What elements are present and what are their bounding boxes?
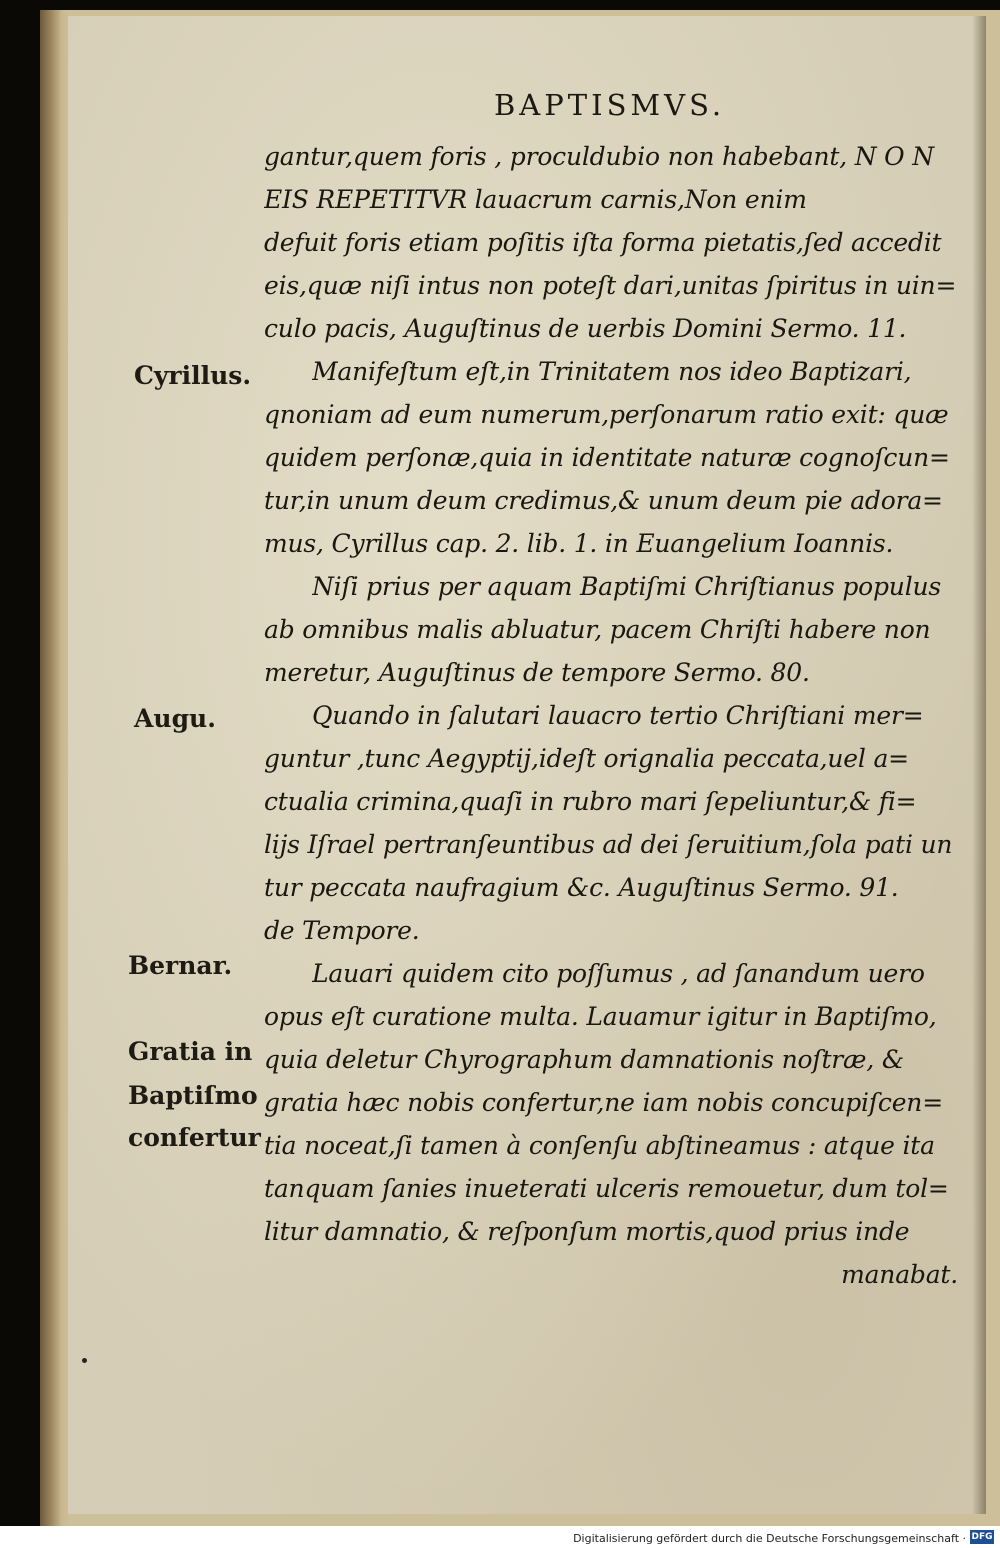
footer-bar xyxy=(0,1526,1000,1548)
text-line: guntur ,tunc Aegyptij,ideſt orignalia peccata,uel a= xyxy=(264,744,909,773)
margin-note-baptismo: Baptiſmo xyxy=(128,1081,258,1110)
text-line: gantur,quem foris , proculdubio non habebant, N O N xyxy=(264,142,934,171)
text-line: EIS REPETITVR lauacrum carnis,Non enim xyxy=(264,185,807,214)
text-line: gratia hæc nobis confertur,ne iam nobis concupiſcen= xyxy=(264,1088,943,1117)
text-line: lijs Iſrael pertranſeuntibus ad dei ſeruitium,ſola pati un xyxy=(264,830,953,859)
margin-note-cyrillus: Cyrillus. xyxy=(134,361,252,390)
text-line: manabat. xyxy=(841,1260,958,1289)
text-line: tanquam ſanies inueterati ulceris remouetur, dum tol= xyxy=(264,1174,949,1203)
text-line: litur damnatio, & reſponſum mortis,quod prius inde xyxy=(264,1217,910,1246)
margin-note-bernar: Bernar. xyxy=(128,951,233,980)
dfg-logo-icon: DFG xyxy=(971,1532,993,1542)
running-head: BAPTISMVS. xyxy=(494,88,726,122)
text-line: meretur, Auguſtinus de tempore Sermo. 80. xyxy=(264,658,810,687)
text-line: Manifeſtum eſt,in Trinitatem nos ideo Baptizari, xyxy=(312,357,912,386)
text-line: qnoniam ad eum numerum,perſonarum ratio exit: quæ xyxy=(264,400,949,429)
margin-note-gratia-in: Gratia in xyxy=(128,1037,253,1066)
margin-note-augu: Augu. xyxy=(134,704,216,733)
text-line: tur,in unum deum credimus,& unum deum pie adora= xyxy=(264,486,943,515)
digitization-credit: Digitalisierung gefördert durch die Deutsche Forschungsgemeinschaft · xyxy=(573,1532,966,1545)
margin-note-confertur: confertur xyxy=(128,1123,261,1152)
text-line: opus eſt curatione multa. Lauamur igitur in Baptiſmo, xyxy=(264,1002,937,1031)
text-line: ab omnibus malis abluatur, pacem Chriſti habere non xyxy=(264,615,931,644)
text-line: eis,quæ niſi intus non poteſt dari,unitas ſpiritus in uin= xyxy=(264,271,957,300)
text-line: mus, Cyrillus cap. 2. lib. 1. in Euangelium Ioannis. xyxy=(264,529,894,558)
text-line: tia noceat,ſi tamen à conſenſu abſtineamus : atque ita xyxy=(264,1131,935,1160)
text-line: culo pacis, Auguſtinus de uerbis Domini Sermo. 11. xyxy=(264,314,907,343)
text-line: tur peccata naufragium &c. Auguſtinus Sermo. 91. xyxy=(264,873,899,902)
text-line: Niſi prius per aquam Baptiſmi Chriſtianus populus xyxy=(312,572,942,601)
text-line: Lauari quidem cito poſſumus , ad ſanandum uero xyxy=(312,959,925,988)
text-line: Quando in ſalutari lauacro tertio Chriſtiani mer= xyxy=(312,701,924,730)
text-line: quidem perſonæ,quia in identitate naturæ cognoſcun= xyxy=(264,443,950,472)
text-line: quia deletur Chyrographum damnationis noſtræ, & xyxy=(264,1045,904,1074)
ink-speck xyxy=(82,1358,87,1363)
page-gutter-shadow xyxy=(972,16,986,1514)
text-line: de Tempore. xyxy=(264,916,420,945)
text-line: defuit foris etiam poſitis iſta forma pietatis,ſed accedit xyxy=(264,228,942,257)
text-line: ctualia crimina,quaſi in rubro mari ſepeliuntur,& fi= xyxy=(264,787,917,816)
